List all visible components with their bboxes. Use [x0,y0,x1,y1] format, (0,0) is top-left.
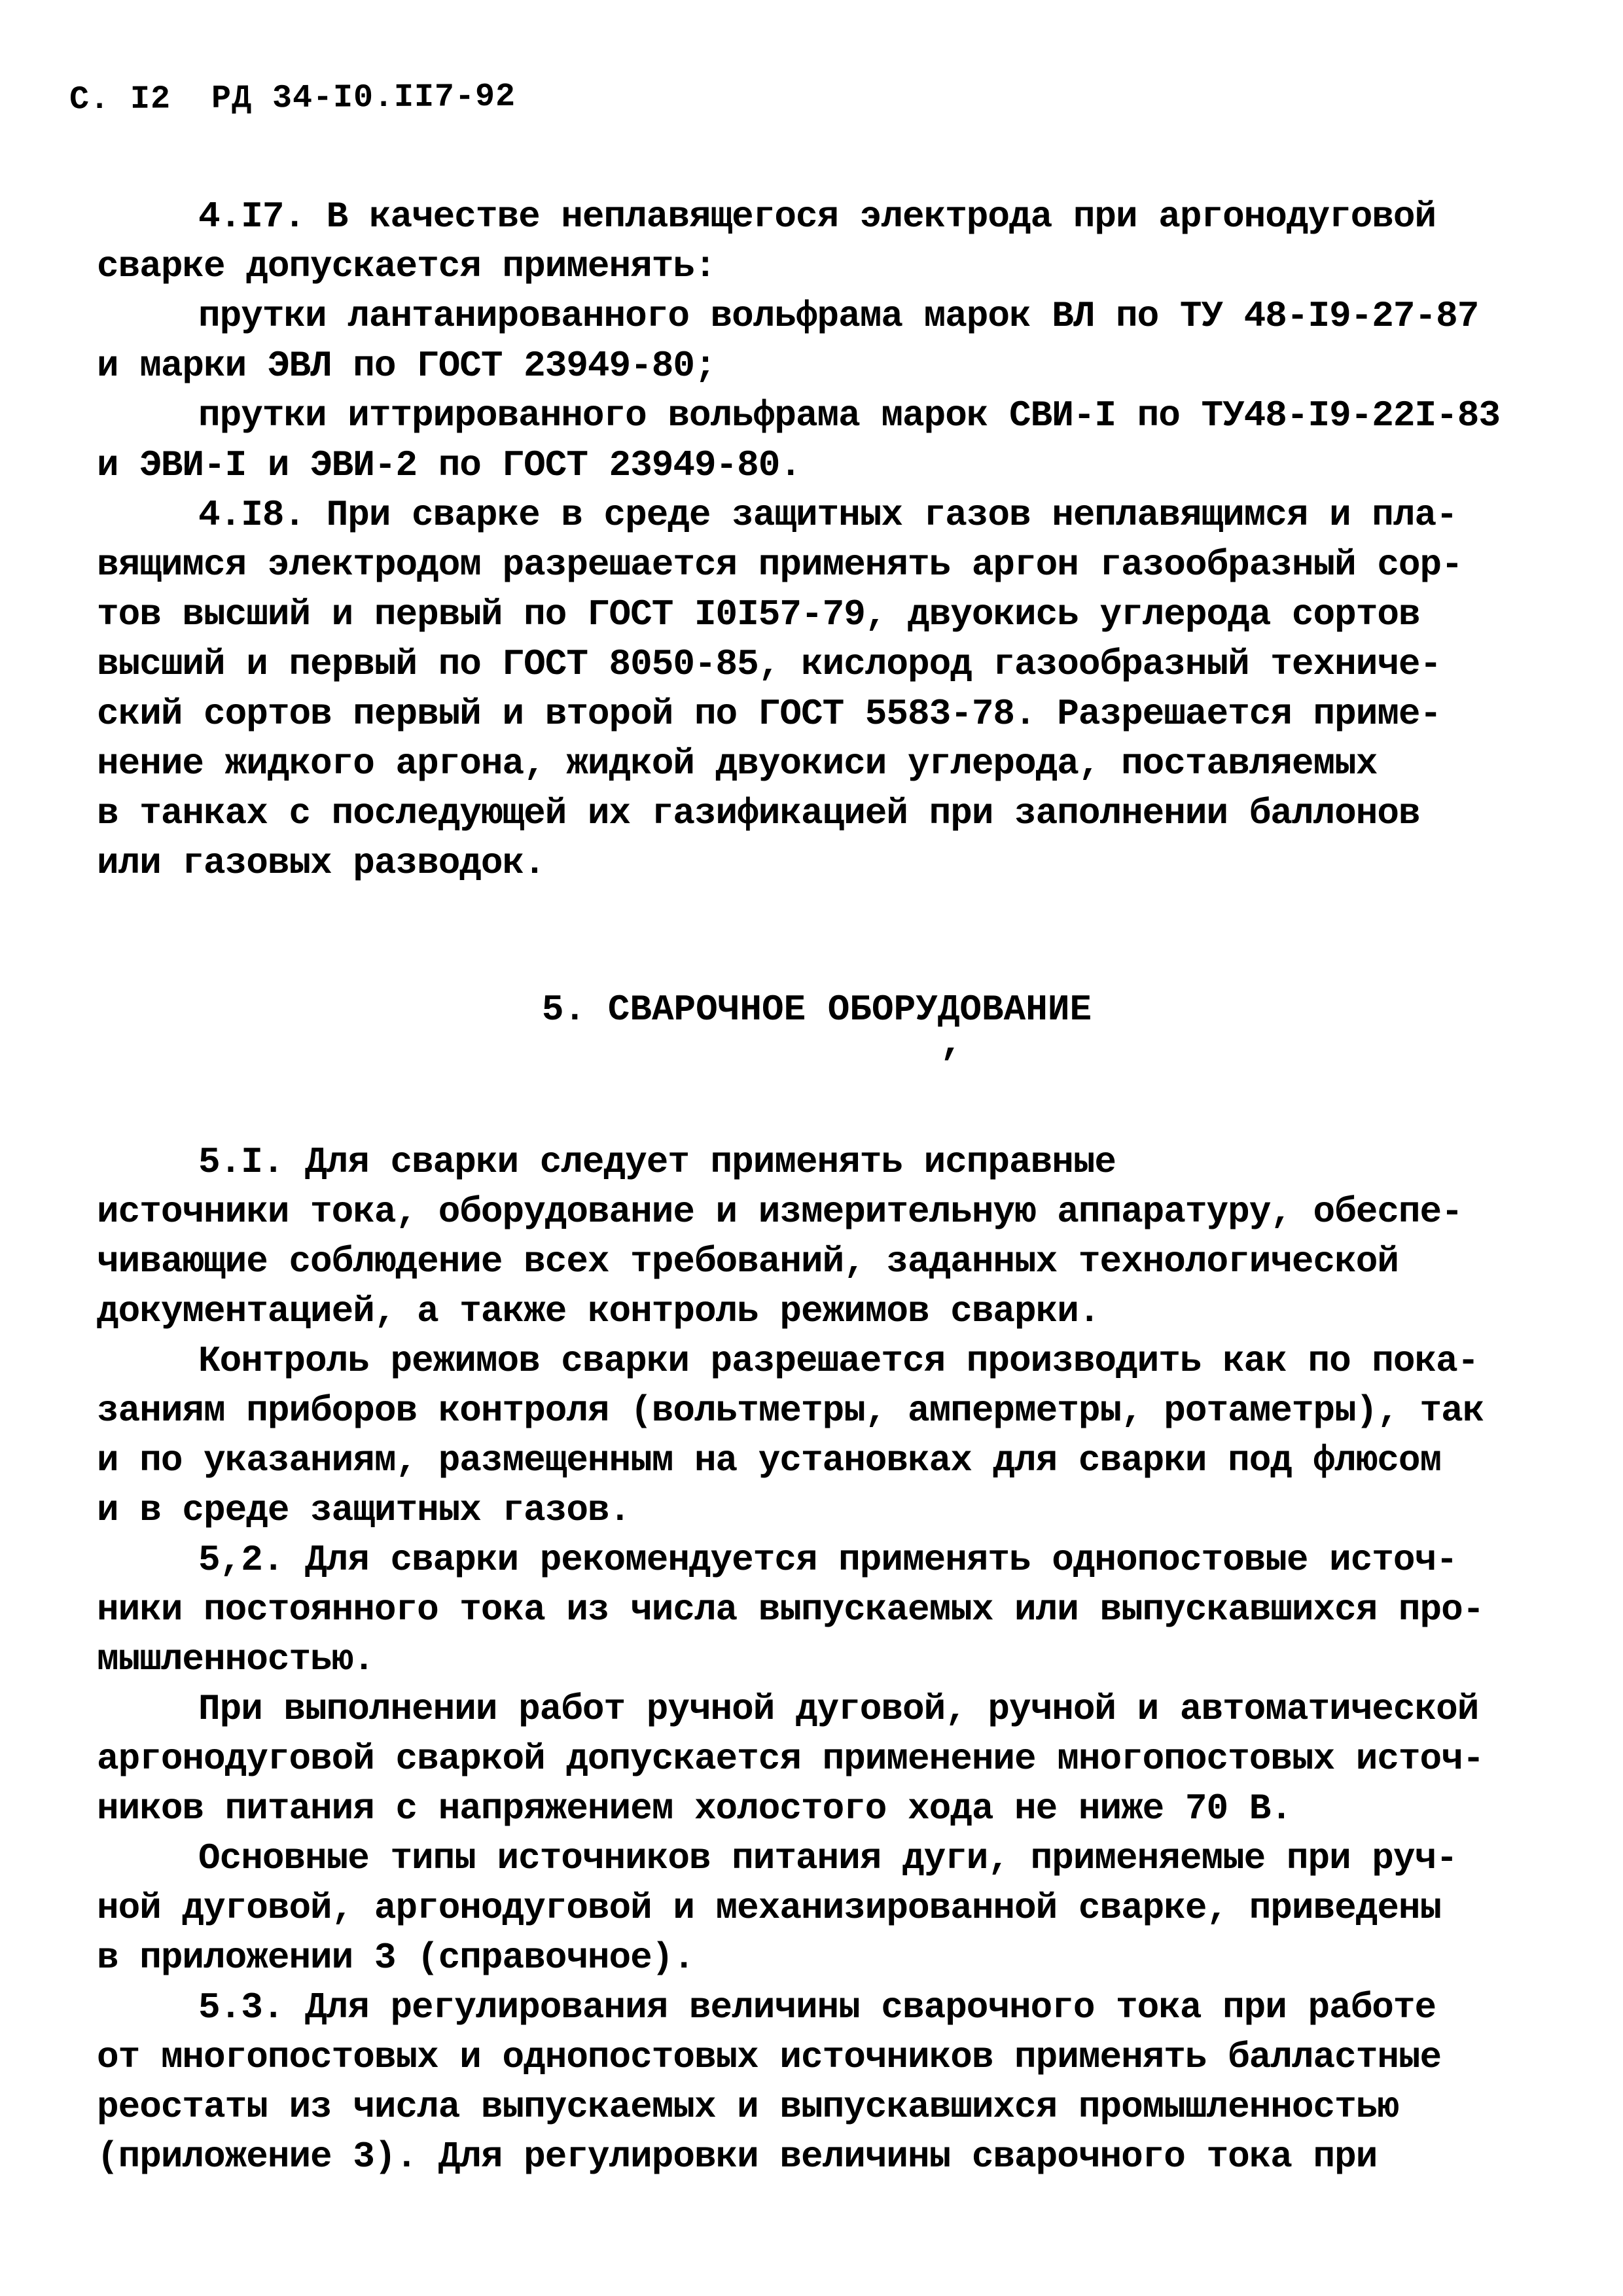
text-line: в приложении 3 (справочное). [97,1937,694,1979]
text-line: и марки ЭВЛ по ГОСТ 23949-80; [97,345,716,387]
text-line: заниям приборов контроля (вольтметры, амперметры, ротаметры), так [97,1390,1484,1432]
text-line: вящимся электродом разрешается применять аргон газообразный сор- [97,544,1463,586]
document-body [97,192,1537,2181]
text-line: источники тока, оборудование и измерительную аппаратуру, обеспе- [97,1191,1463,1233]
page-header: С. I2 РД 34-I0.II7-92 [69,78,516,119]
section-4-paragraphs [97,192,1537,888]
text-line: 5,2. Для сварки рекомендуется применять однопостовые источ- [198,1539,1457,1581]
text-line: Основные типы источников питания дуги, применяемые при руч- [198,1837,1457,1879]
text-line: прутки иттрированного вольфрама марок СВИ-I по ТУ48-I9-22I-83 [198,395,1500,436]
text-line: сварке допускается применять: [97,245,716,287]
text-line: ной дуговой, аргонодуговой и механизированной сварке, приведены [97,1887,1442,1929]
text-line: в танках с последующей их газификацией при заполнении баллонов [97,792,1420,834]
text-line: нение жидкого аргона, жидкой двуокиси углерода, поставляемых [97,743,1378,785]
text-line: 4.I8. При сварке в среде защитных газов неплавящимся и пла- [198,494,1457,536]
text-line: 5.I. Для сварки следует применять исправные [198,1141,1116,1183]
text-line: аргонодуговой сваркой допускается применение многопостовых источ- [97,1738,1484,1780]
text-line: или газовых разводок. [97,842,545,884]
text-line: и в среде защитных газов. [97,1489,631,1531]
text-line: (приложение 3). Для регулировки величины сварочного тока при [97,2136,1378,2178]
text-line: высший и первый по ГОСТ 8050-85, кислород газообразный техниче- [97,643,1442,685]
text-line: чивающие соблюдение всех требований, заданных технологической [97,1241,1399,1282]
text-line: мышленностью. [97,1638,374,1680]
text-line: При выполнении работ ручной дуговой, ручной и автоматической [198,1688,1479,1730]
ink-smudge-artifact: , [940,1021,963,1066]
section-heading: 5. СВАРОЧНОЕ ОБОРУДОВАНИЕ [541,989,1092,1031]
text-line: ский сортов первый и второй по ГОСТ 5583-78. Разрешается приме- [97,693,1442,735]
section-5-paragraphs [97,1137,1537,2181]
text-line: и ЭВИ-I и ЭВИ-2 по ГОСТ 23949-80. [97,444,801,486]
text-line: 5.3. Для регулирования величины сварочного тока при работе [198,1987,1436,2028]
text-line: 4.I7. В качестве неплавящегося электрода при аргонодуговой [198,196,1436,238]
text-line: от многопостовых и однопостовых источников применять балластные [97,2036,1442,2078]
text-line: ники постоянного тока из числа выпускаемых или выпускавшихся про- [97,1589,1484,1631]
text-line: реостаты из числа выпускаемых и выпускавшихся промышленностью [97,2086,1399,2128]
text-line: и по указаниям, размещенным на установках для сварки под флюсом [97,1439,1442,1481]
text-line: прутки лантанированного вольфрама марок ВЛ по ТУ 48-I9-27-87 [198,295,1479,337]
section-heading-row [97,985,1537,1066]
text-line: Контроль режимов сварки разрешается производить как по пока- [198,1340,1479,1382]
text-line: документацией, а также контроль режимов сварки. [97,1290,1100,1332]
text-line: ников питания с напряжением холостого хода не ниже 70 В. [97,1788,1292,1829]
text-line: тов высший и первый по ГОСТ I0I57-79, двуокись углерода сортов [97,593,1420,635]
